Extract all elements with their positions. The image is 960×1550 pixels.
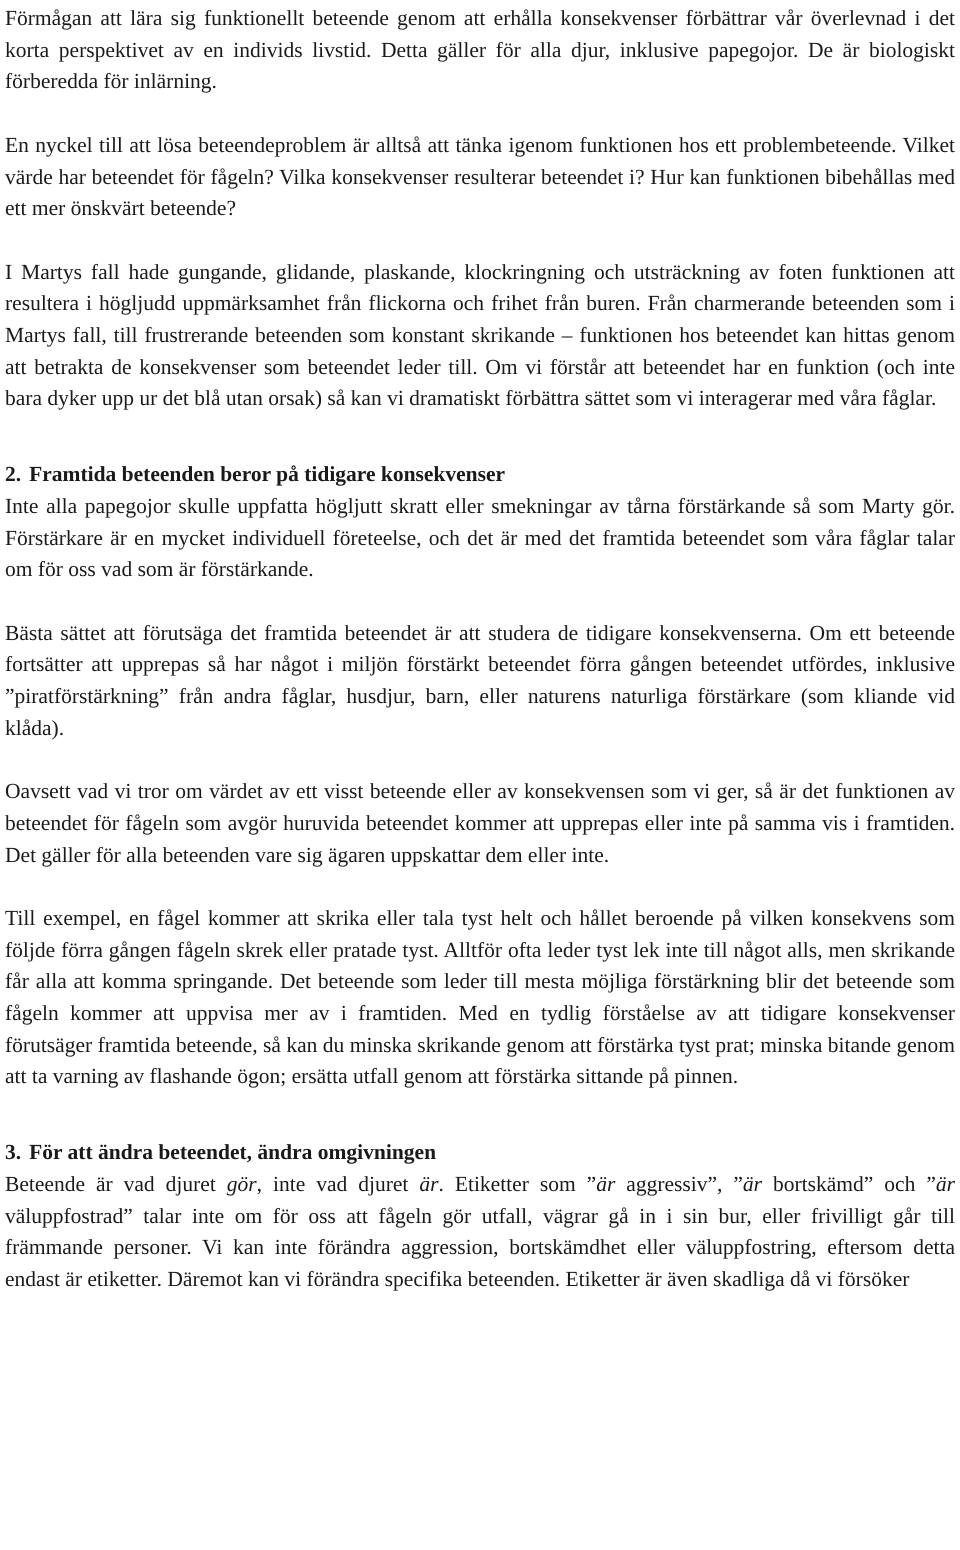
text-run: , inte vad djuret bbox=[256, 1171, 420, 1196]
section-heading-3 bbox=[5, 1137, 955, 1169]
section-heading-2 bbox=[5, 459, 955, 491]
section-title: För att ändra beteendet, ändra omgivningen bbox=[29, 1140, 437, 1165]
text-run: Beteende är vad djuret bbox=[5, 1171, 227, 1196]
section-number: 3. bbox=[5, 1140, 22, 1165]
text-run: bortskämd” och ” bbox=[762, 1171, 936, 1196]
text-run: . Etiketter som ” bbox=[438, 1171, 597, 1196]
text-run: aggressiv”, ” bbox=[615, 1171, 743, 1196]
emphasis-text: är bbox=[742, 1171, 763, 1196]
paragraph-marty-case: I Martys fall hade gungande, glidande, plaskande, klockringning och utsträckning av foten funktionen att resultera i högljudd uppmärksamhet från flickorna och frihet från buren. Från charmerande beteenden som i Martys fall, till frustrerande beteenden som konstant skrikande – funktionen hos beteendet kan hittas genom att betrakta de konsekvenser som beteendet leder till. Om vi förstår att beteendet har en funktion (och inte bara dyker upp ur det blå utan orsak) så kan vi dramatiskt förbättra sättet som vi interagerar med våra fåglar. bbox=[5, 259, 955, 411]
section-number: 2. bbox=[5, 462, 22, 487]
paragraph-learning-intro: Förmågan att lära sig funktionellt beteende genom att erhålla konsekvenser förbättrar vår överlevnad i det korta perspektivet av en individs livstid. Detta gäller för alla djur, inklusive papegojor. De är biologiskt förberedda för inlärning. bbox=[5, 6, 955, 94]
paragraph-function-key: En nyckel till att lösa beteendeproblem är alltså att tänka igenom funktionen hos ett problembeteende. Vilket värde har beteendet för fågeln? Vilka konsekvenser resulterar beteendet i? Hur kan funktionen bibehållas med ett mer önskvärt beteende? bbox=[5, 132, 955, 221]
paragraph-screaming-example: Till exempel, en fågel kommer att skrika eller tala tyst helt och hållet beroende på vilken konsekvens som följde förra gången fågeln skrek eller pratade tyst. Alltför ofta leder tyst lek inte till något alls, men skrikande får alla att komma springande. Det beteende som leder till mesta möjliga förstärkning blir det beteende som fågeln kommer att uppvisa mer av i framtiden. Med en tydlig förståelse av att tidigare konsekvenser förutsäger framtida beteende, så kan du minska skrikande genom att förstärka tyst prat; minska bitande genom att ta varning av flashande ögon; ersätta utfall genom att förstärka sittande på pinnen. bbox=[5, 905, 955, 1089]
emphasis-text: gör bbox=[226, 1171, 257, 1196]
section-title: Framtida beteenden beror på tidigare konsekvenser bbox=[29, 462, 506, 487]
paragraph-function-decides: Oavsett vad vi tror om värdet av ett visst beteende eller av konsekvensen som vi ger, så är det funktionen av beteendet för fågeln som avgör huruvida beteendet kommer att upprepas eller inte på samma vis i framtiden. Det gäller för alla beteenden vare sig ägaren uppskattar dem eller inte. bbox=[5, 779, 955, 867]
paragraph-labels bbox=[5, 1169, 955, 1296]
emphasis-text: är bbox=[596, 1171, 616, 1196]
paragraph-reinforcers-individual: Inte alla papegojor skulle uppfatta högljutt skratt eller smekningar av tårna förstärkande så som Marty gör. Förstärkare är en mycket individuell företeelse, och det är med det framtida beteendet som våra fåglar talar om för oss vad som är förstärkande. bbox=[5, 493, 955, 582]
text-run: väluppfostrad” talar inte om för oss att fågeln gör utfall, vägrar gå in i sin bur, eller frivilligt går till främmande personer. Vi kan inte förändra aggression, bortskämdhet eller väluppfostring, eftersom detta endast är etiketter. Däremot kan vi förändra specifika beteenden. Etiketter är även skadliga då vi försöker bbox=[5, 1203, 955, 1291]
emphasis-text: är bbox=[935, 1171, 955, 1196]
paragraph-predict-behavior: Bästa sättet att förutsäga det framtida beteendet är att studera de tidigare konsekvenserna. Om ett beteende fortsätter att upprepas så har något i miljön förstärkt beteendet förra gången beteendet utfördes, inklusive ”piratförstärkning” från andra fåglar, husdjur, barn, eller naturens naturliga förstärkare (som kliande vid klåda). bbox=[5, 620, 955, 740]
emphasis-text: är bbox=[419, 1171, 439, 1196]
